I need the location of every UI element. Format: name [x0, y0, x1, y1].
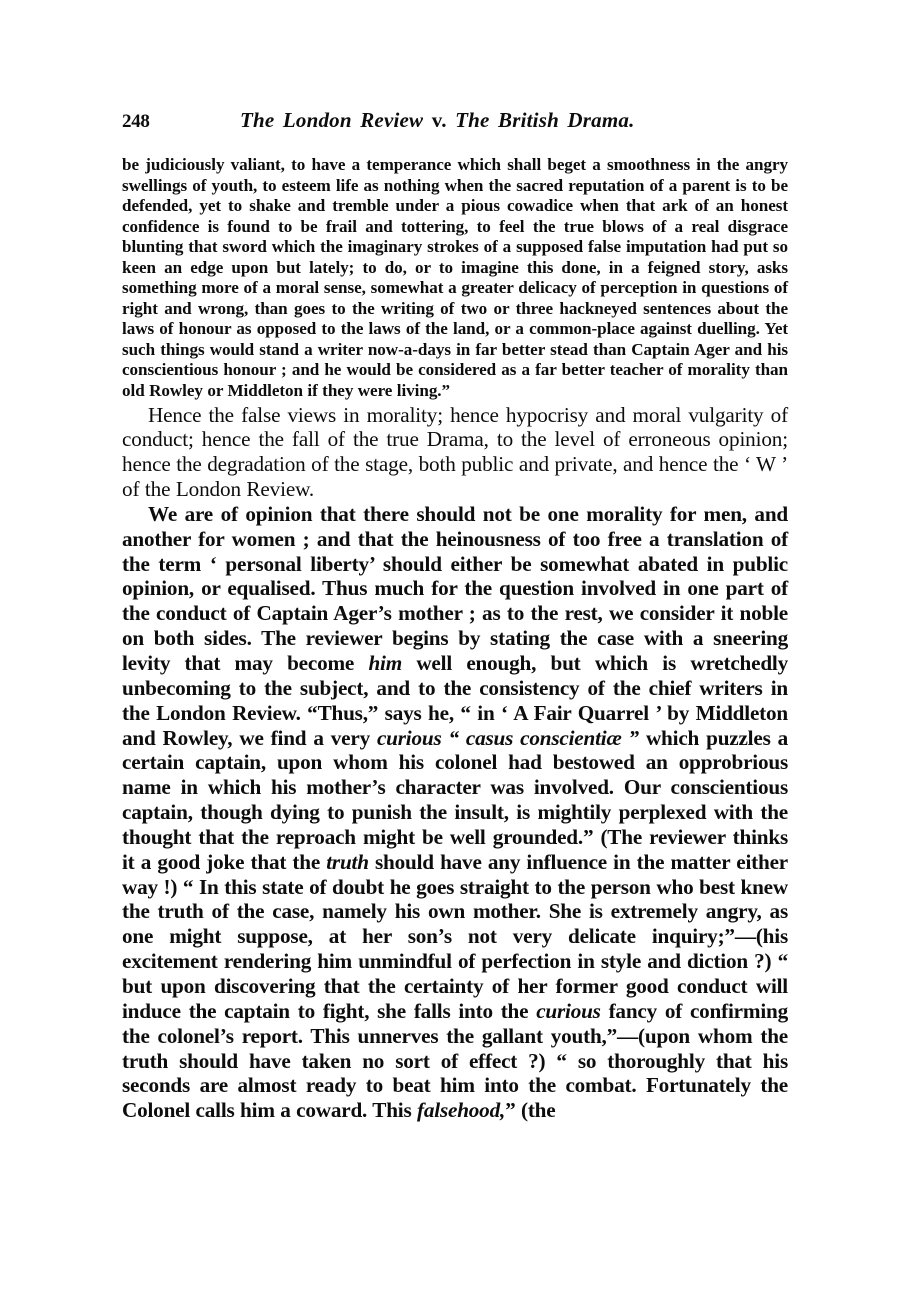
- paragraph-segment: We are of opinion that there should not be one morality for men, and another for women ; and that the heinousness of too free a translation of the term ‘ personal liberty’ should either be somewhat abated in public opinion, or equalised. Thus much for the question involved in one part of the conduct of Captain Ager’s mother ; as to the rest, we consider it noble on both sides. The reviewer begins by stating the case with a sneering levity that may become: [122, 501, 788, 675]
- running-head-title: [240, 108, 635, 133]
- emphasis-truth: truth: [326, 849, 369, 874]
- paragraph-segment: well enough, but which is wretchedly unbecoming to the subject, and to the consistency of the chief writers in the London Review. “Thus,” says he, “ in ‘ A Fair Quarrel ’ by Middleton and Rowley, we find a very: [122, 651, 788, 750]
- quoted-extract-paragraph: be judiciously valiant, to have a temperance which shall beget a smoothness in the angry swellings of youth, to esteem life as nothing when the sacred reputation of a parent is to be defended, yet to shake and tremble under a pious cowadice when that ark of an honest confidence is found to be frail and tottering, to feel the true blows of a real disgrace blunting that sword which the imaginary strokes of a supposed false imputation had put so keen an edge upon but lately; to do, or to imagine this done, in a feigned story, asks something more of a moral sense, somewhat a greater delicacy of perception in questions of right and wrong, than goes to the writing of two or three hackneyed sentences about the laws of honour as opposed to the laws of the land, or a common-place against duelling. Yet such things would stand a writer now-a-days in far better stead than Captain Ager and his conscientious honour ; and he would be considered as a far better teacher of morality than old Rowley or Middleton if they were living.”: [122, 155, 788, 401]
- page-text-block: [122, 155, 788, 1123]
- emphasis-falsehood: falsehood,: [417, 1098, 506, 1123]
- emphasis-casus-conscientiae: curious “ casus conscientiæ ”: [376, 725, 639, 750]
- paragraph-segment: ” (the: [505, 1098, 556, 1123]
- emphasis-curious: curious: [536, 998, 601, 1023]
- paragraph-segment: should have any influence in the matter either way !) “ In this state of doubt he goes straight to the person who best knew the truth of the case, namely his own mother. She is extremely angry, as one might suppose, at her son’s not very delicate inquiry;”—(his excitement rendering him unmindful of perfection in style and diction ?) “ but upon discovering that the certainty of her former good conduct will induce the captain to fight, she falls into the: [122, 849, 788, 1023]
- body-paragraph-we-are-of-opinion: [122, 502, 788, 1123]
- running-head-title-italic-after: The British Drama.: [455, 108, 635, 132]
- running-head-title-italic-before: The London Review: [240, 108, 424, 132]
- page-folio-number: 248: [122, 111, 150, 132]
- paragraph-segment: which puzzles a certain captain, upon whom his colonel had bestowed an opprobrious name in which his mother’s character was involved. Our conscientious captain, though dying to punish the insult, is mightily perplexed with the thought that the reproach might be well grounded.” (The reviewer thinks it a good joke that the: [122, 725, 789, 874]
- running-head-title-roman: v.: [431, 108, 447, 132]
- body-paragraph-hence: Hence the false views in morality; hence hypocrisy and moral vulgarity of conduct; hence the fall of the true Drama, to the level of erroneous opinion; hence the degradation of the stage, both public and private, and hence the ‘ W ’ of the London Review.: [122, 402, 788, 502]
- emphasis-him: him: [368, 651, 403, 675]
- paragraph-segment: fancy of confirming the colonel’s report. This unnerves the gallant youth,”—(upon whom the truth should have taken no sort of effect ?) “ so thoroughly that his seconds are almost ready to beat him into the combat. Fortunately the Colonel calls him a coward. This: [122, 998, 788, 1123]
- running-head: [122, 108, 788, 138]
